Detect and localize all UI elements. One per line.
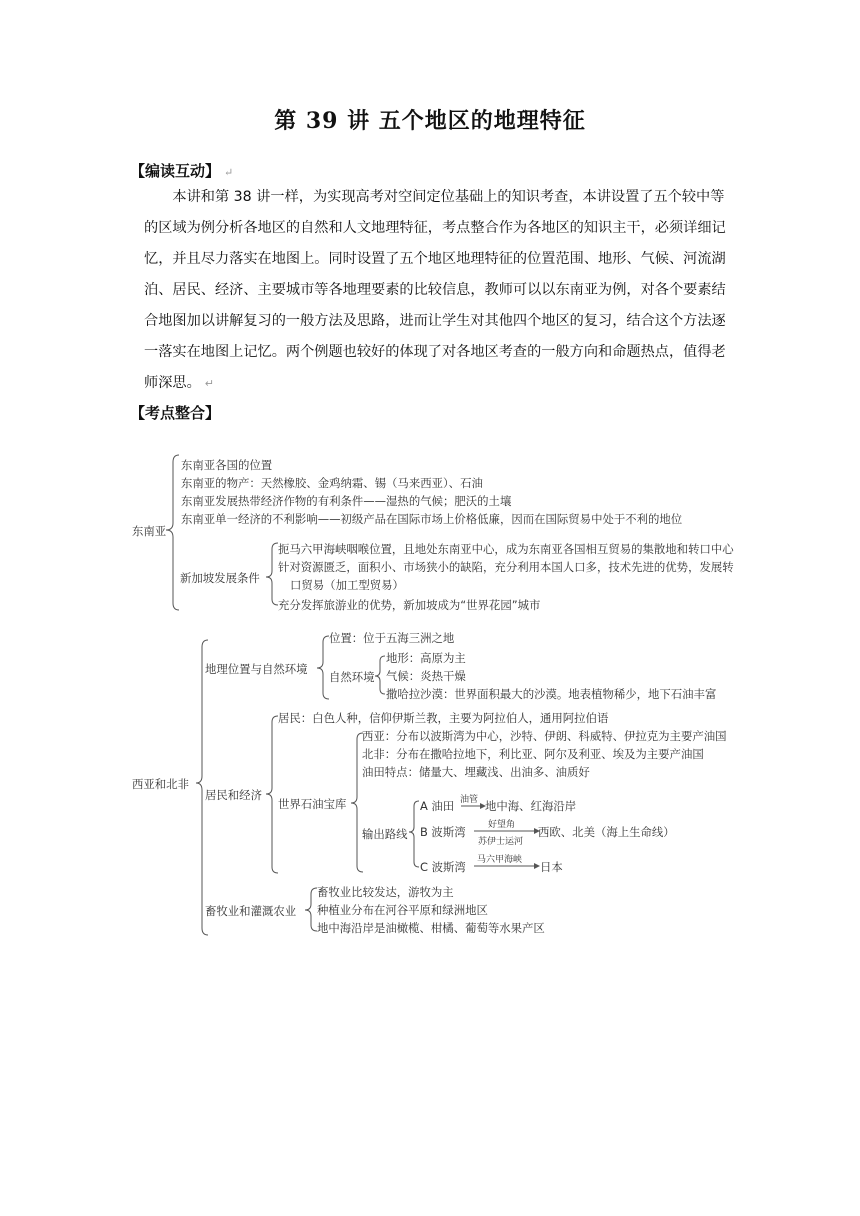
node-singapore: 新加坡发展条件 [180,571,260,585]
node-oil-features: 油田特点：储量大、埋藏浅、出油多、油质好 [362,765,590,779]
node-environment: 自然环境 [329,670,375,684]
node-export-routes: 输出路线 [362,827,408,841]
intro-text: 本讲和第 38 讲一样，为实现高考对空间定位基础上的知识考查，本讲设置了五个较中等的区域为例分析各地区的自然和人文地理特征，考点整合作为各地区的知识主干，必须详细记忆，并且尽力落实在地图上。同时设置了五个地区地理特征的位置范围、地形、气候、河流湖泊、居民、经济、主要城市等各地理要素的比较信息，教师可以以东南亚为例，对各个要素结合地图加以讲解复习的一般方法及思路，进而让学生对其他四个地区的复习，结合这个方法逐一落实在地图上记忆。两个例题也较好的体现了对各地区考查的一般方向和命题热点，值得老师深思。 [144,189,726,391]
node-oil-north-africa: 北非：分布在撒哈拉地下，利比亚、阿尔及利亚、埃及为主要产油国 [362,747,704,761]
node-planting: 种植业分布在河谷平原和绿洲地区 [317,903,488,917]
node-climate: 气候：炎热干燥 [386,669,466,683]
route-c-origin: C 波斯湾 [420,860,466,874]
route-b-destination: 西欧、北美（海上生命线） [538,825,675,839]
node-sea-location: 东南亚各国的位置 [181,458,273,472]
node-mediterranean-fruit: 地中海沿岸是油橄榄、柑橘、葡萄等水果产区 [317,921,545,935]
node-sg-resources: 针对资源匮乏，面积小、市场狭小的缺陷，充分利用本国人口多，技术先进的优势，发展转 [278,560,734,574]
section-heading-key-points: 【考点整合】 [130,404,221,422]
node-residents-economy: 居民和经济 [205,788,262,802]
brace-routes [409,801,419,867]
node-sg-resources-cont: 口贸易（加工型贸易） [290,578,404,592]
node-sg-strait: 扼马六甲海峡咽喉位置，且地处东南亚中心，成为东南亚各国相互贸易的集散地和转口中心 [278,542,734,556]
paragraph-mark: ↵ [224,166,234,179]
brace-singapore [266,543,278,605]
route-b-via-suez: 苏伊士运河 [478,837,524,847]
node-residents: 居民：白色人种，信仰伊斯兰教，主要为阿拉伯人，通用阿拉伯语 [278,711,609,725]
node-sea-products: 东南亚的物产：天然橡胶、金鸡纳霜、锡（马来西亚）、石油 [181,476,483,490]
brace-environment [375,656,385,694]
node-sg-tourism: 充分发挥旅游业的优势，新加坡成为“世界花园”城市 [278,598,541,612]
route-a-origin: A 油田 [420,799,455,813]
page-title: 第 39 讲 五个地区的地理特征 [274,108,586,134]
node-oil-west-asia: 西亚：分布以波斯湾为中心，沙特、伊朗、科威特、伊拉克为主要产油国 [362,729,727,743]
node-pastoral: 畜牧业比较发达，游牧为主 [317,885,454,899]
node-west-asia: 西亚和北非 [132,777,189,791]
node-position: 位置：位于五海三洲之地 [329,631,455,645]
node-agriculture: 畜牧业和灌溉农业 [205,904,297,918]
route-c-destination: 日本 [540,860,563,874]
node-sea-favorable: 东南亚发展热带经济作物的有利条件——湿热的气候；肥沃的土壤 [181,494,512,508]
section-heading-interaction-text: 【编读互动】 [130,162,221,180]
route-b-origin: B 波斯湾 [420,825,466,839]
node-location-environment: 地理位置与自然环境 [205,662,308,676]
route-a-via: 油管 [460,795,479,805]
route-c-via: 马六甲海峡 [477,855,523,865]
route-a-destination: 地中海、红海沿岸 [485,799,577,813]
brace-agriculture [305,888,317,931]
node-southeast-asia: 东南亚 [132,524,167,538]
node-terrain: 地形：高原为主 [386,651,466,665]
paragraph-mark-end: ↵ [204,377,214,390]
route-b-via-cape: 好望角 [488,820,516,830]
node-sahara: 撒哈拉沙漠：世界面积最大的沙漠。地表植物稀少，地下石油丰富 [386,687,717,701]
node-sea-single-economy: 东南亚单一经济的不利影响——初级产品在国际市场上价格低廉，因而在国际贸易中处于不利的地位 [181,512,683,526]
brace-location [317,636,329,699]
brace-sea [166,455,179,610]
brace-residents [266,716,278,873]
node-oil-treasury: 世界石油宝库 [278,797,347,811]
